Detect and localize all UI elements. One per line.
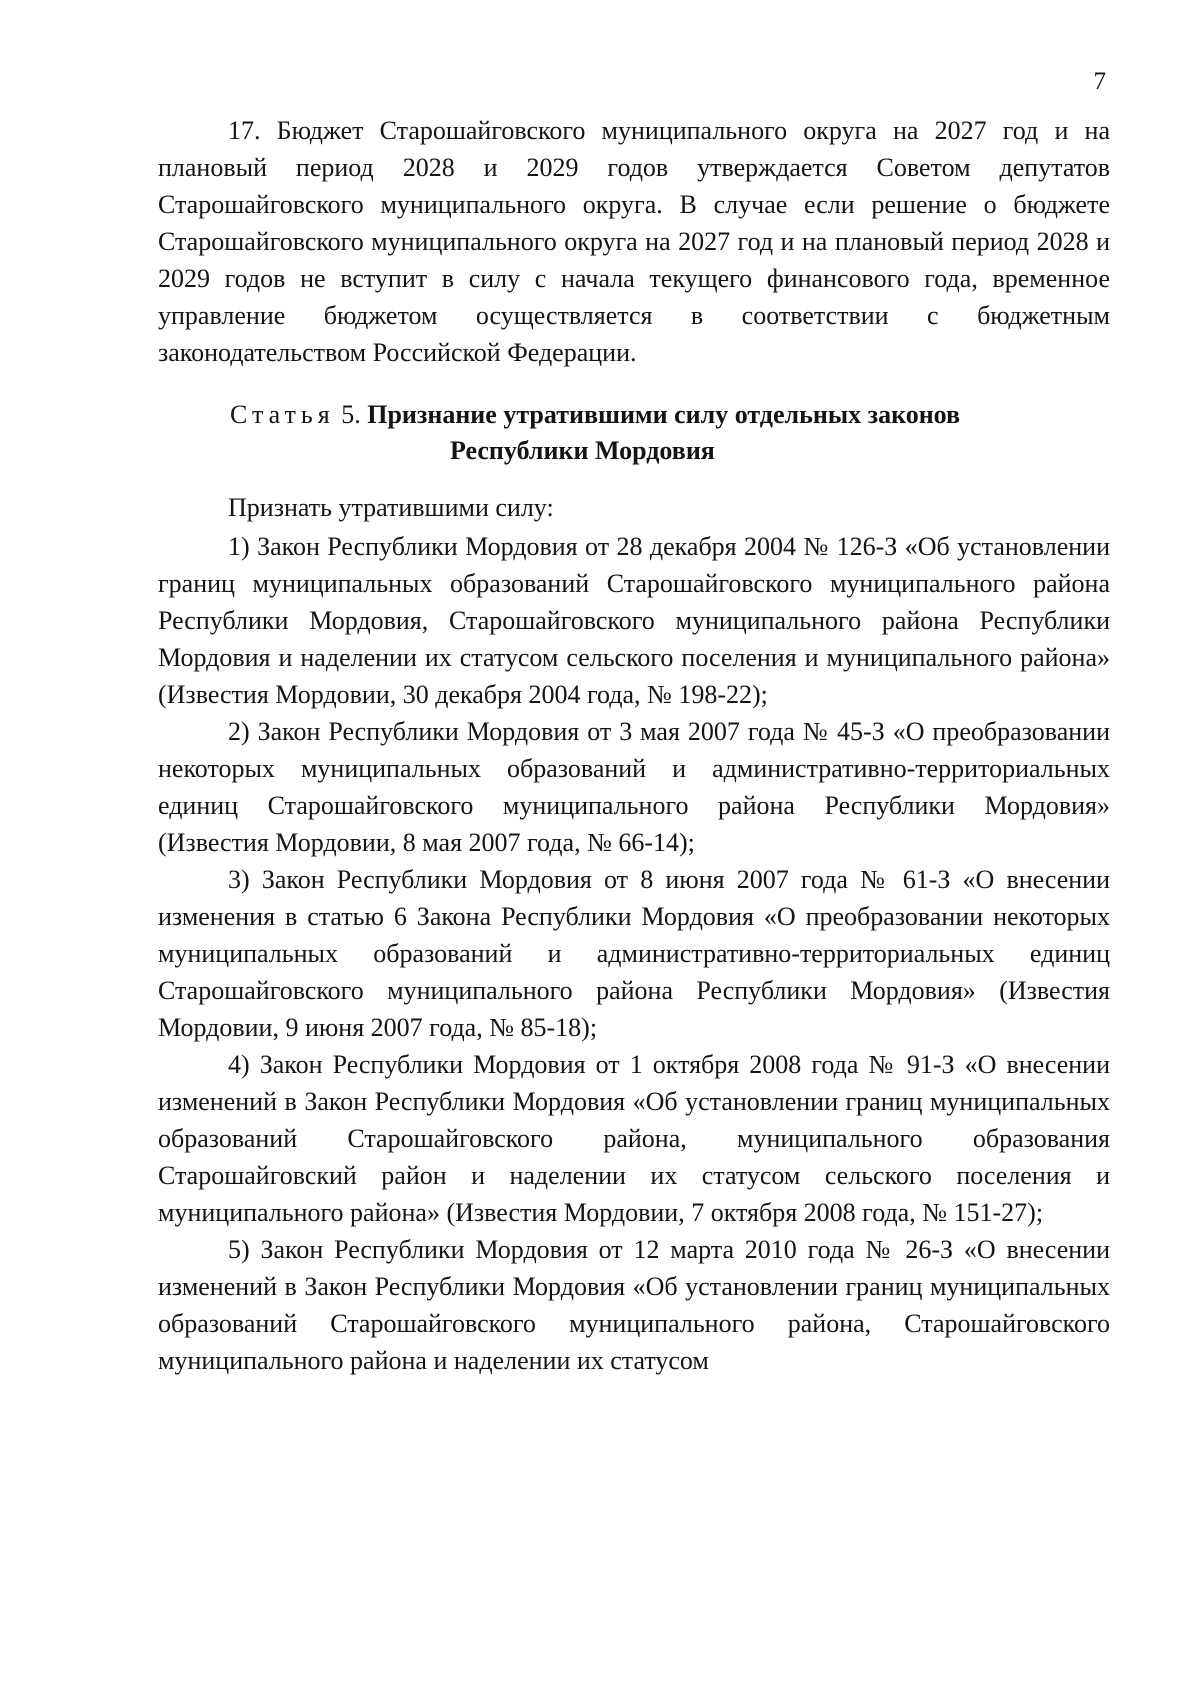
list-item: 2) Закон Республики Мордовия от 3 мая 2007 года № 45-З «О преобразовании некоторых муниципальных образований и административно-территориальных единиц Старошайговского муниципального района Республики Мордовия» (Известия Мордовии, 8 мая 2007 года, № 66-14); [158,717,1110,857]
article-number: 5. [334,400,368,429]
list-item: 3) Закон Республики Мордовия от 8 июня 2007 года № 61-З «О внесении изменения в статью 6 Закона Республики Мордовия «О преобразовании некоторых муниципальных образований и административно-территориальных единиц Старошайговского муниципального района Республики Мордовия» (Известия Мордовии, 9 июня 2007 года, № 85-18); [158,865,1110,1042]
list-item: 1) Закон Республики Мордовия от 28 декабря 2004 № 126-З «Об установлении границ муниципальных образований Старошайговского муниципального района Республики Мордовия, Старошайговского муниципального района Республики Мордовия и наделении их статусом сельского поселения и муниципального района» (Известия Мордовии, 30 декабря 2004 года, № 198-22); [158,532,1110,709]
article-label: Статья [230,400,335,429]
paragraph-17: 17. Бюджет Старошайговского муниципального округа на 2027 год и на плановый период 2028 и 2029 годов утверждается Советом депутатов Старошайговского муниципального округа. В случае если решение о бюджете Старошайговского муниципального округа на 2027 год и на плановый период 2028 и 2029 годов не вступит в силу с начала текущего финансового года, временное управление бюджетом осуществляется в соответствии с бюджетным законодательством Российской Федерации. [158,116,1110,367]
list-item: 4) Закон Республики Мордовия от 1 октября 2008 года № 91-З «О внесении изменений в Закон Республики Мордовия «Об установлении границ муниципальных образований Старошайговского района, муниципального образования Старошайговский район и наделении их статусом сельского поселения и муниципального района» (Известия Мордовии, 7 октября 2008 года, № 151-27); [158,1050,1110,1227]
article-title-line2: Республики Мордовия [450,436,715,465]
list-item: 5) Закон Республики Мордовия от 12 марта 2010 года № 26-З «О внесении изменений в Закон Республики Мордовия «Об установлении границ муниципальных образований Старошайговского муниципального района, Старошайговского муниципального района и наделении их статусом [158,1235,1110,1375]
article-title-line1: Признание утратившими силу отдельных законов [367,400,961,429]
intro-text: Признать утратившими силу: [228,493,554,522]
article-heading [158,397,1110,469]
document-body [158,112,1110,1379]
page-number: 7 [1093,68,1106,95]
